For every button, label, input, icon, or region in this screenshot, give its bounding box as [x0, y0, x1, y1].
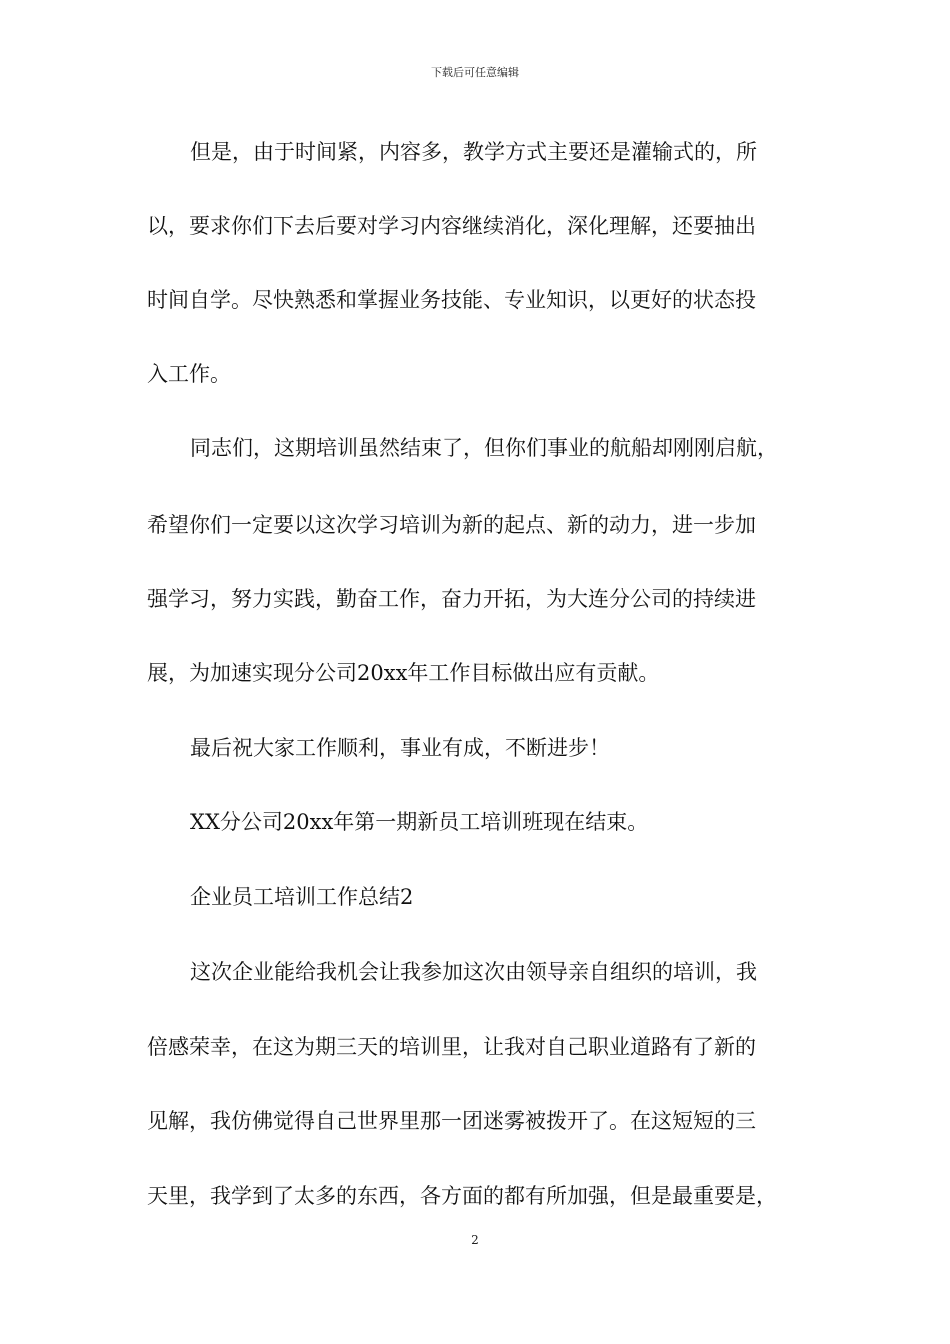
body-line: XX分公司20xx年第一期新员工培训班现在结束。	[190, 810, 649, 834]
body-line: 天里，我学到了太多的东西，各方面的都有所加强，但是最重要是，	[147, 1184, 777, 1208]
body-line: 以，要求你们下去后要对学习内容继续消化，深化理解，还要抽出	[147, 214, 756, 238]
body-line: 倍感荣幸，在这为期三天的培训里，让我对自己职业道路有了新的	[147, 1035, 756, 1059]
body-line: 但是，由于时间紧，内容多，教学方式主要还是灌输式的，所	[190, 140, 757, 164]
body-line: 时间自学。尽快熟悉和掌握业务技能、专业知识，以更好的状态投	[147, 288, 756, 312]
body-line: 这次企业能给我机会让我参加这次由领导亲自组织的培训，我	[190, 960, 757, 984]
page-header-note: 下载后可任意编辑	[431, 66, 519, 79]
body-line: 希望你们一定要以这次学习培训为新的起点、新的动力，进一步加	[147, 513, 756, 537]
body-line: 入工作。	[147, 362, 231, 386]
section-heading: 企业员工培训工作总结2	[190, 885, 414, 909]
body-line: 强学习，努力实践，勤奋工作，奋力开拓，为大连分公司的持续进	[147, 587, 756, 611]
body-line: 展，为加速实现分公司20xx年工作目标做出应有贡献。	[147, 661, 660, 685]
body-line: 见解，我仿佛觉得自己世界里那一团迷雾被拨开了。在这短短的三	[147, 1109, 756, 1133]
body-line: 同志们，这期培训虽然结束了，但你们事业的航船却刚刚启航，	[190, 436, 778, 460]
page-number: 2	[471, 1233, 479, 1247]
body-line: 最后祝大家工作顺利，事业有成，不断进步！	[190, 736, 610, 760]
